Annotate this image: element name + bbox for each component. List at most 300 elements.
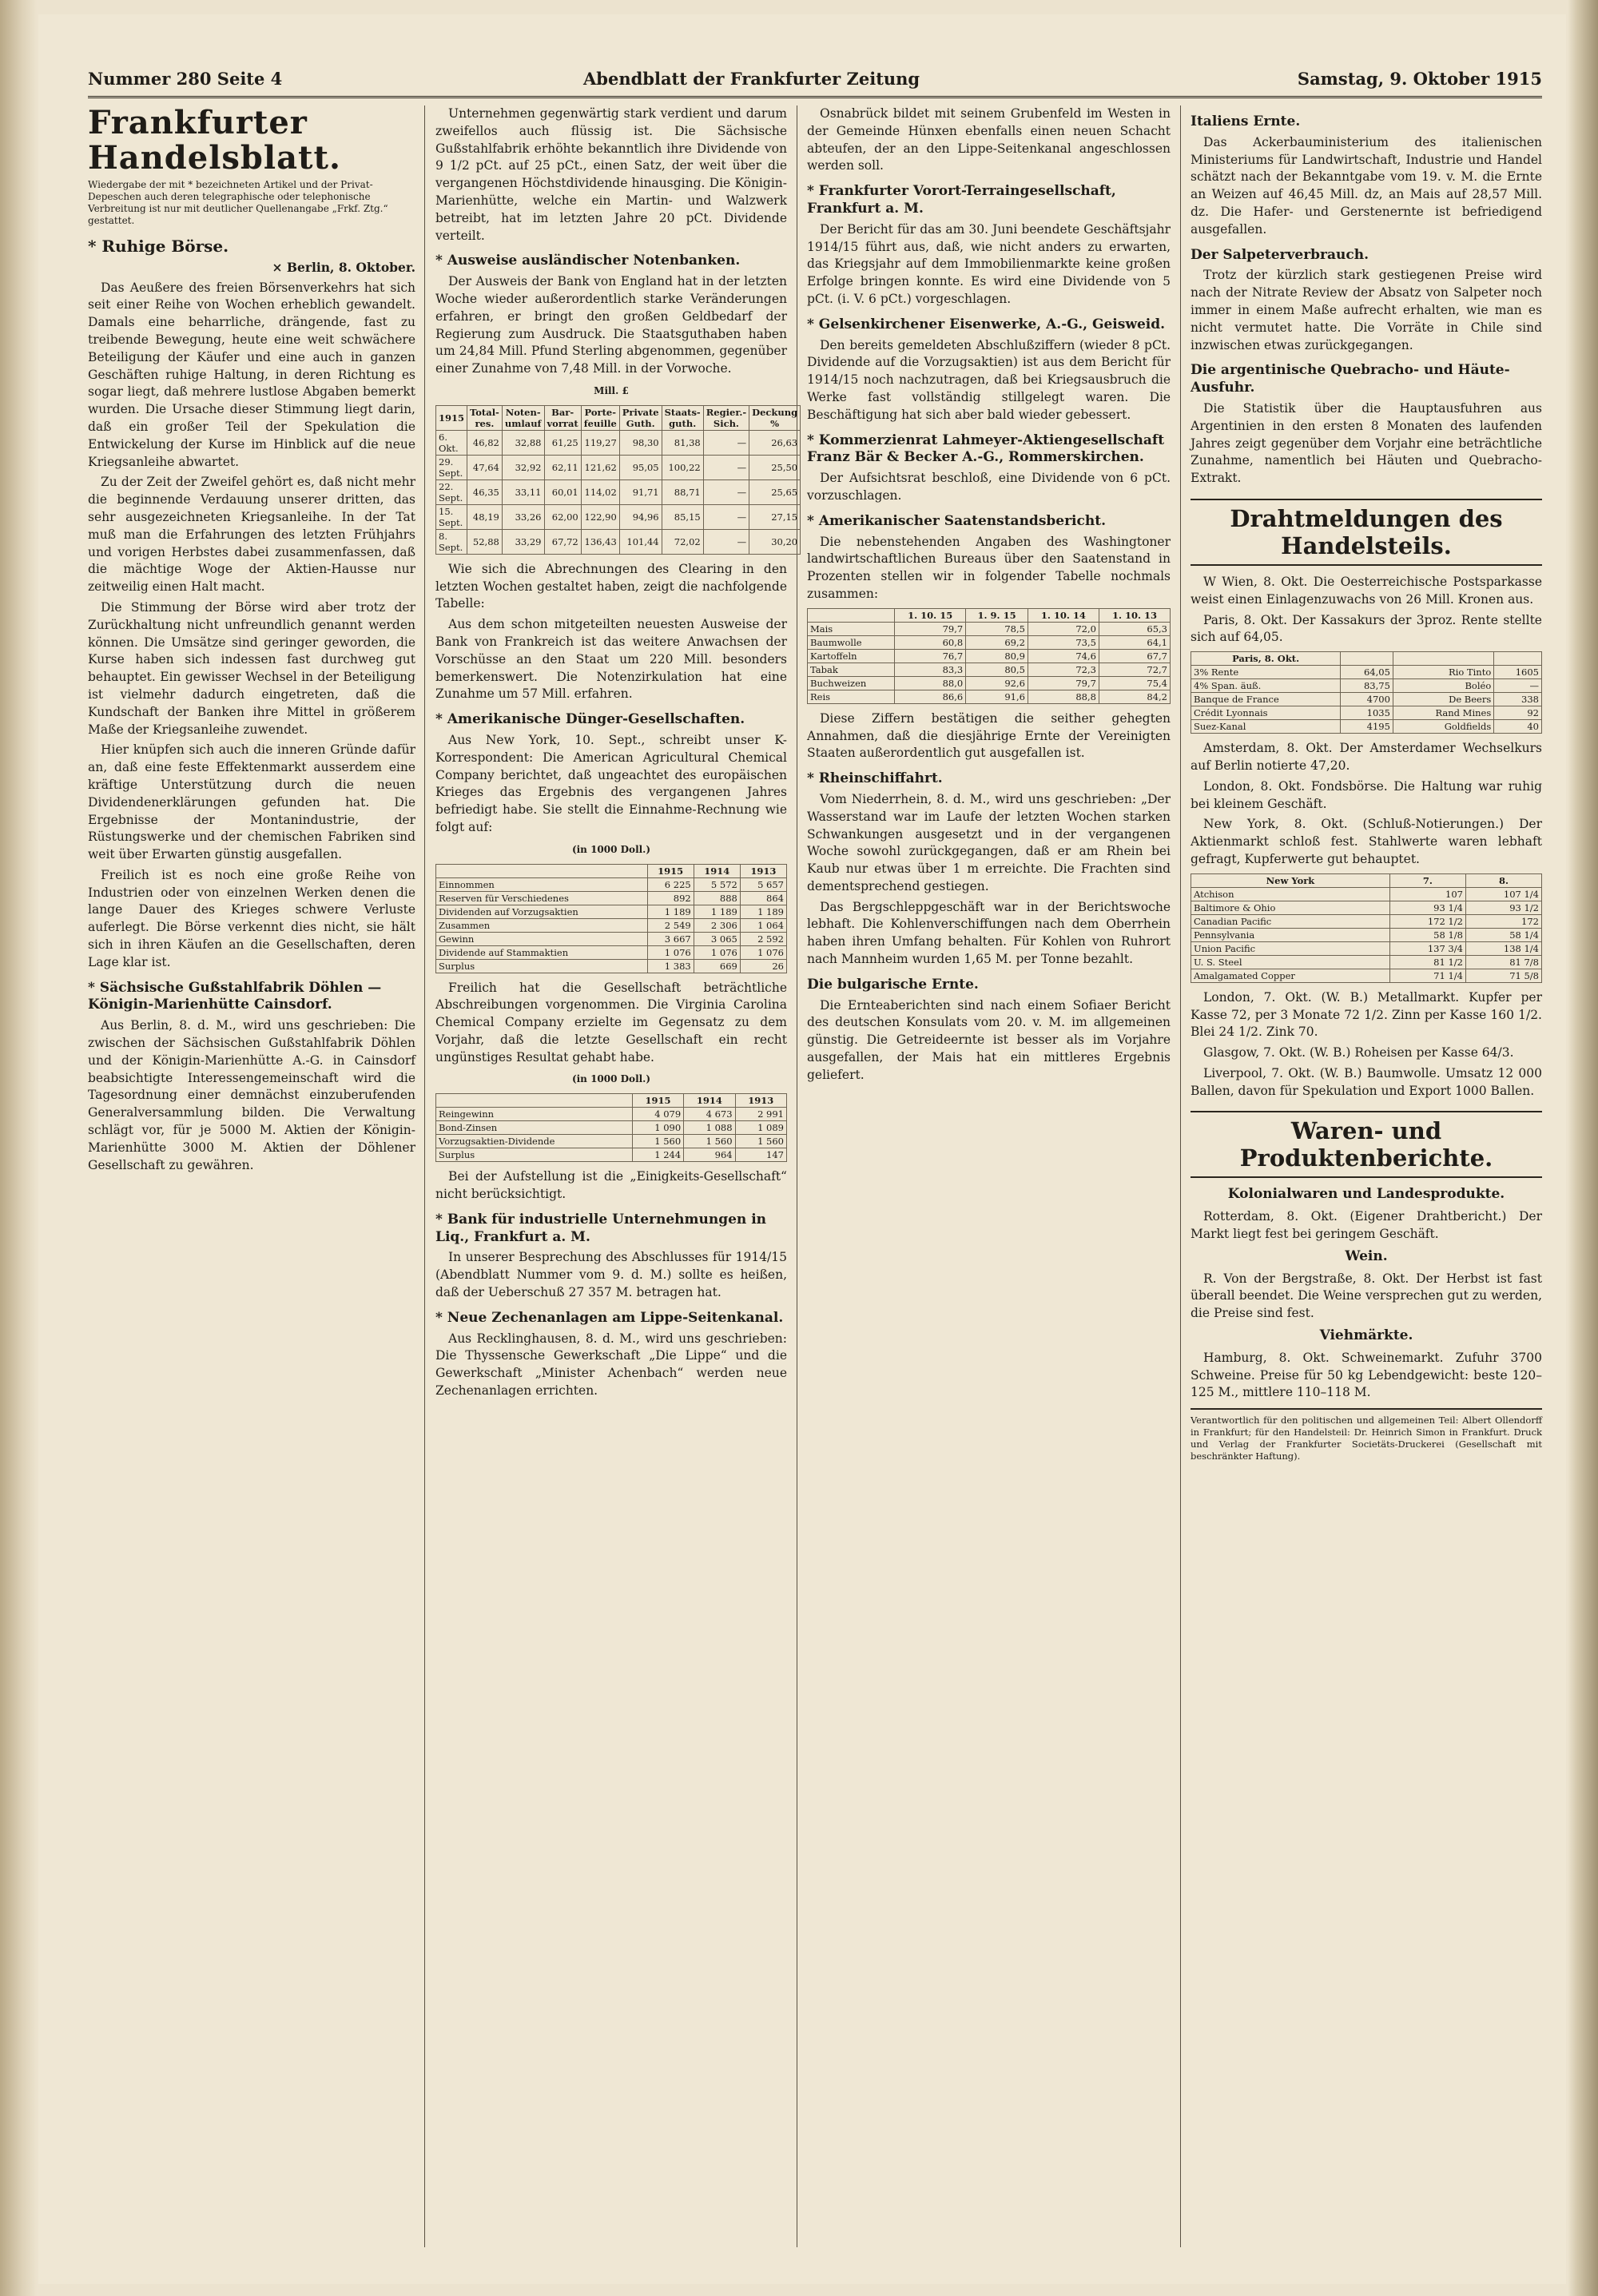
article-heading: * Rheinschiffahrt. xyxy=(807,770,943,787)
table-cell: 81,38 xyxy=(662,430,703,455)
table-header-row xyxy=(436,864,787,877)
table-row xyxy=(808,663,1171,676)
table-cell: Dividende auf Stammaktien xyxy=(436,945,648,959)
article-paragraph: Aus Recklinghausen, 8. d. M., wird uns geschrieben: Die Thyssensche Gewerkschaft „Die Lippe“ und die Gewerkschaft „Minister Achenbach“ werden neue Zechenanlagen errichten. xyxy=(435,1331,787,1399)
table-cell: Rand Mines xyxy=(1393,706,1493,720)
table-cell: 58 1/8 xyxy=(1389,928,1465,941)
issue-number: Nummer 280 Seite 4 xyxy=(88,69,283,89)
section-masthead: Frankfurter Handelsblatt. xyxy=(88,104,341,177)
table-row xyxy=(808,635,1171,649)
table-header-cell: Private Guth. xyxy=(619,405,662,430)
table-cell: Rio Tinto xyxy=(1393,666,1493,679)
article-paragraph: Vom Niederrhein, 8. d. M., wird uns geschrieben: „Der Wasserstand war im Laufe der letzten Wochen starken Schwankungen ausgesetzt und in der vergangenen Woche sowohl zurückgegangen, daß er am Rhein bei Kaub nur etwas über 1 m erreichte. Die Frachten sind dementsprechend gestiegen. xyxy=(807,791,1171,893)
subsection-heading: Kolonialwaren und Landesprodukte. xyxy=(1227,1186,1505,1203)
table-row xyxy=(808,622,1171,635)
article-paragraph: Den bereits gemeldeten Abschlußziffern (wieder 8 pCt. Dividende auf die Vorzugsaktien) ist aus dem Bericht für 1914/15 noch nachzutragen, daß bei Kriegsausbruch die Werke fast vollständig stillgelegt waren. Die Beschäftigung hat sich aber bald wieder gebessert. xyxy=(807,337,1171,422)
table-cell: 47,64 xyxy=(467,455,503,479)
table-cell: 88,0 xyxy=(895,676,966,690)
table-cell: 32,92 xyxy=(502,455,544,479)
table-cell: 62,00 xyxy=(544,504,581,529)
table-cell: 1 189 xyxy=(694,905,740,918)
table-cell: 107 xyxy=(1389,887,1465,901)
article-paragraph: In unserer Besprechung des Abschlusses für 1914/15 (Abendblatt Nummer vom 9. d. M.) sollte es heißen, daß der Ueberschuß 27 357 M. betragen hat. xyxy=(435,1250,787,1300)
table-cell: Atchison xyxy=(1191,887,1390,901)
table-cell: 27,15 xyxy=(749,504,801,529)
table-cell: 1 090 xyxy=(632,1121,683,1135)
article-paragraph: Bei der Aufstellung ist die „Einigkeits-Gesellschaft“ nicht berücksichtigt. xyxy=(435,1169,787,1202)
table-cell: 91,6 xyxy=(966,690,1028,703)
table-cell: 60,8 xyxy=(895,635,966,649)
table-cell: 1 560 xyxy=(735,1135,786,1148)
table-row xyxy=(436,430,801,455)
table-cell: 172 xyxy=(1465,914,1541,928)
table-header-row xyxy=(1191,652,1542,666)
table-header-cell: 7. xyxy=(1389,873,1465,887)
newspaper-title: Abendblatt der Frankfurter Zeitung xyxy=(583,69,920,89)
table-cell: Buchweizen xyxy=(808,676,895,690)
table-cell: 33,26 xyxy=(502,504,544,529)
article-paragraph: W Wien, 8. Okt. Die Oesterreichische Postsparkasse weist einen Einlagenzuwachs von 26 Mill. Kronen aus. xyxy=(1191,574,1542,607)
table-cell: 25,65 xyxy=(749,479,801,504)
table-cell: Reis xyxy=(808,690,895,703)
table-cell: 1605 xyxy=(1494,666,1542,679)
table-cell: 46,82 xyxy=(467,430,503,455)
table-cell: 88,71 xyxy=(662,479,703,504)
dateline: × Berlin, 8. Oktober. xyxy=(272,259,415,275)
table-cell: 5 657 xyxy=(740,877,786,891)
article-paragraph: Aus New York, 10. Sept., schreibt unser K-Korrespondent: Die American Agricultural Chemical Company berichtet, daß ungeachtet des europäischen Krieges das Ergebnis des vergangenen Jahres befriedigt habe. Sie stellt die Einnahme-Rechnung wie folgt auf: xyxy=(435,732,787,834)
article-paragraph: Das Ackerbauministerium des italienischen Ministeriums für Landwirtschaft, Industrie und Handel schätzt nach der Bekanntgabe vom 19. v. M. die Ernte an Weizen auf 46,45 Mill. dz, an Mais auf 28,57 Mill. dz. Die Hafer- und Gerstenernte ist befriedigend ausgefallen. xyxy=(1191,134,1542,237)
table-cell: Reserven für Verschiedenes xyxy=(436,891,648,905)
table-cell: Baumwolle xyxy=(808,635,895,649)
table-cell: 79,7 xyxy=(1028,676,1099,690)
article-paragraph: Glasgow, 7. Okt. (W. B.) Roheisen per Kasse 64/3. xyxy=(1203,1045,1514,1060)
table-cell: 338 xyxy=(1494,693,1542,706)
table-cell: Reingewinn xyxy=(436,1108,633,1121)
table-cell: 1 076 xyxy=(647,945,694,959)
article-paragraph: Der Ausweis der Bank von England hat in der letzten Woche wieder außerordentlich starke Veränderungen erfahren, er bringt den großen Geldbedarf der Regierung zum Ausdruck. Die Staatsguthaben haben um 24,84 Mill. Pfund Sterling abgenommen, gegenüber einer Zunahme von 7,48 Mill. in der Vorwoche. xyxy=(435,274,787,376)
new-york-quotes-table xyxy=(1191,873,1542,983)
article-paragraph: London, 7. Okt. (W. B.) Metallmarkt. Kupfer per Kasse 72, per 3 Monate 72 1/2. Zinn per Kasse 160 1/2. Blei 24 1/2. Zink 70. xyxy=(1191,989,1542,1040)
table-cell: 15. Sept. xyxy=(436,504,467,529)
table-cell: 4195 xyxy=(1341,720,1393,734)
table-cell: Canadian Pacific xyxy=(1191,914,1390,928)
running-header xyxy=(88,64,1542,98)
table-cell: 6. Okt. xyxy=(436,430,467,455)
table-header-cell: 1. 10. 14 xyxy=(1028,608,1099,622)
article-heading: Die bulgarische Ernte. xyxy=(807,976,979,993)
table-cell: 83,3 xyxy=(895,663,966,676)
article-paragraph: Die Stimmung der Börse wird aber trotz der Zurückhaltung nicht unfreundlich genannt werden können. Die Umsätze sind geringer geworden, die Kurse haben sich indessen fast durchweg gut behauptet. Ein gewisser Wechsel in der Beteiligung ist vielmehr dadurch eingetreten, daß die Kundschaft der Banken ihre Mittel in größerem Maße der Kriegsanleihe zuwendet. xyxy=(88,599,415,737)
table-cell: 122,90 xyxy=(581,504,619,529)
table-cell: 964 xyxy=(684,1148,735,1162)
table-row xyxy=(1191,679,1542,693)
table-cell: 85,15 xyxy=(662,504,703,529)
table-row xyxy=(436,945,787,959)
table-cell: — xyxy=(703,479,749,504)
article-heading: * Bank für industrielle Unternehmungen in Liq., Frankfurt a. M. xyxy=(435,1211,767,1245)
binding-edge xyxy=(0,0,37,2296)
table-cell: 114,02 xyxy=(581,479,619,504)
table-cell: 52,88 xyxy=(467,529,503,554)
table-cell: 78,5 xyxy=(966,622,1028,635)
table-row xyxy=(436,905,787,918)
table-cell: 4 079 xyxy=(632,1108,683,1121)
article-paragraph: R. Von der Bergstraße, 8. Okt. Der Herbst ist fast überall beendet. Die Weine versprechen gut zu werden, die Preise sind fest. xyxy=(1191,1271,1542,1321)
table-cell: Tabak xyxy=(808,663,895,676)
table-cell: Pennsylvania xyxy=(1191,928,1390,941)
table-row xyxy=(1191,720,1542,734)
table-header-cell xyxy=(808,608,895,622)
article-paragraph: Die Statistik über die Hauptausfuhren aus Argentinien in den ersten 8 Monaten des laufenden Jahres zeigt gegenüber dem Vorjahr eine beträchtliche Zunahme, namentlich bei Häuten und Quebracho-Extrakt. xyxy=(1191,400,1542,486)
table-cell: 1 244 xyxy=(632,1148,683,1162)
fertilizer-income-table xyxy=(435,864,787,973)
article-paragraph: Der Aufsichtsrat beschloß, eine Dividende von 6 pCt. vorzuschlagen. xyxy=(807,471,1171,503)
table-header-cell: Staats-guth. xyxy=(662,405,703,430)
article-heading: * Neue Zechenanlagen am Lippe-Seitenkanal. xyxy=(435,1309,784,1326)
article-paragraph: Das Bergschleppgeschäft war in der Berichtswoche lebhaft. Die Kohlenverschiffungen nach dem Oberrhein haben ihren Umfang behalten. Für Kohlen von Ruhrort nach Mannheim wurden 1,65 M. per Tonne bezahlt. xyxy=(807,899,1171,967)
table-cell: 26,63 xyxy=(749,430,801,455)
table-cell: Union Pacific xyxy=(1191,941,1390,955)
table-header-cell: Deckung % xyxy=(749,405,801,430)
table-row xyxy=(1191,928,1542,941)
table-cell: 67,72 xyxy=(544,529,581,554)
table-row xyxy=(808,690,1171,703)
table-cell: 6 225 xyxy=(647,877,694,891)
table-cell: De Beers xyxy=(1393,693,1493,706)
imprint-footer: Verantwortlich für den politischen und allgemeinen Teil: Albert Ollendorff in Frankfurt; für den Handelsteil: Dr. Heinrich Simon in Frankfurt. Druck und Verlag der Frankfurter Societäts-Druckerei (Gesellschaft mit beschränkter Haftung). xyxy=(1191,1408,1542,1462)
table-cell: 669 xyxy=(694,959,740,973)
table-row xyxy=(436,877,787,891)
article-heading: * Kommerzienrat Lahmeyer-Aktiengesellschaft Franz Bär & Becker A.-G., Rommerskirchen. xyxy=(807,432,1165,466)
table-row xyxy=(436,932,787,945)
table-cell: Gewinn xyxy=(436,932,648,945)
table-cell: 888 xyxy=(694,891,740,905)
article-paragraph: Zu der Zeit der Zweifel gehört es, daß nicht mehr die beginnende Verdauung unserer dritten, das sehr ausgezeichneten Kriegsanleihe. In der Tat muß man die Erfahrungen des letzten Frühjahrs und vorigen Herbstes dabei zusammenfassen, daß die mächtige Woge der Aktien-Hausse nur zeitweilig einen Halt macht. xyxy=(88,475,415,595)
table-cell: 30,20 xyxy=(749,529,801,554)
table-cell: 4 673 xyxy=(684,1108,735,1121)
table-cell: U. S. Steel xyxy=(1191,955,1390,969)
table-caption: Mill. £ xyxy=(594,384,629,396)
table-cell: 86,6 xyxy=(895,690,966,703)
table-cell: Goldfields xyxy=(1393,720,1493,734)
article-heading: Der Salpeterverbrauch. xyxy=(1191,246,1369,263)
table-cell: 2 991 xyxy=(735,1108,786,1121)
table-header-cell: 1. 9. 15 xyxy=(966,608,1028,622)
page-edge xyxy=(1568,0,1598,2296)
table-cell: 119,27 xyxy=(581,430,619,455)
table-cell: — xyxy=(703,529,749,554)
table-cell: 137 3/4 xyxy=(1389,941,1465,955)
table-cell: — xyxy=(703,455,749,479)
article-paragraph: Osnabrück bildet mit seinem Grubenfeld im Westen in der Gemeinde Hünxen ebenfalls einen neuen Schacht abteufen, der an den Lippe-Seitenkanal angeschlossen werden soll. xyxy=(807,106,1171,173)
table-cell: 121,62 xyxy=(581,455,619,479)
bank-of-england-table xyxy=(435,405,801,555)
issue-date: Samstag, 9. Oktober 1915 xyxy=(1297,69,1542,89)
article-paragraph: London, 8. Okt. Fondsbörse. Die Haltung war ruhig bei kleinem Geschäft. xyxy=(1191,778,1542,811)
article-paragraph: Die nebenstehenden Angaben des Washingtoner landwirtschaftlichen Bureaus über den Saatenstand in Prozenten stellen wir in folgender Tabelle nochmals zusammen: xyxy=(807,534,1171,601)
table-header-cell: Porte-feuille xyxy=(581,405,619,430)
table-row xyxy=(436,1108,787,1121)
table-cell: 71 5/8 xyxy=(1465,969,1541,982)
table-cell: Zusammen xyxy=(436,918,648,932)
table-header-row xyxy=(808,608,1171,622)
table-cell: Surplus xyxy=(436,1148,633,1162)
table-caption: (in 1000 Doll.) xyxy=(571,1073,651,1085)
table-cell: 4% Span. äuß. xyxy=(1191,679,1341,693)
table-caption: (in 1000 Doll.) xyxy=(571,843,651,855)
table-cell: 71 1/4 xyxy=(1389,969,1465,982)
table-cell: 22. Sept. xyxy=(436,479,467,504)
column-rule xyxy=(424,105,425,2247)
table-cell: 92,6 xyxy=(966,676,1028,690)
table-cell: 5 572 xyxy=(694,877,740,891)
section-heading: Drahtmeldungen des Handelsteils. xyxy=(1191,499,1542,566)
table-row xyxy=(436,959,787,973)
table-row xyxy=(436,479,801,504)
table-header-cell: Total-res. xyxy=(467,405,503,430)
table-cell: — xyxy=(703,504,749,529)
table-cell: 72,0 xyxy=(1028,622,1099,635)
article-heading: * Gelsenkirchener Eisenwerke, A.-G., Geisweid. xyxy=(807,316,1166,332)
table-cell: 91,71 xyxy=(619,479,662,504)
table-cell: 100,22 xyxy=(662,455,703,479)
column-rule xyxy=(1180,105,1181,2247)
table-cell: 1 064 xyxy=(740,918,786,932)
table-cell: 101,44 xyxy=(619,529,662,554)
table-cell: 98,30 xyxy=(619,430,662,455)
table-cell: 75,4 xyxy=(1099,676,1170,690)
table-cell: 33,29 xyxy=(502,529,544,554)
table-cell: 1 076 xyxy=(740,945,786,959)
table-cell: 147 xyxy=(735,1148,786,1162)
article-paragraph: Freilich ist es noch eine große Reihe von Industrien oder von einzelnen Werken denen die lange Dauer des Krieges schwere Verluste auferlegt. Die Börse verkennt dies nicht, sie hält sich in ihren Käufen an die Gesellschaften, deren Lage klar ist. xyxy=(88,867,415,969)
table-cell: Banque de France xyxy=(1191,693,1341,706)
table-cell: 74,6 xyxy=(1028,649,1099,663)
table-cell: 81 1/2 xyxy=(1389,955,1465,969)
table-header-cell: 1913 xyxy=(740,864,786,877)
subsection-heading: Viehmärkte. xyxy=(1319,1327,1413,1344)
table-header-cell: New York xyxy=(1191,873,1390,887)
table-cell: — xyxy=(1494,679,1542,693)
table-row xyxy=(1191,706,1542,720)
table-header-row xyxy=(1191,873,1542,887)
table-cell: 1 383 xyxy=(647,959,694,973)
table-header-cell xyxy=(1393,652,1493,666)
column-2 xyxy=(435,105,798,2247)
table-cell: 67,7 xyxy=(1099,649,1170,663)
table-cell: 58 1/4 xyxy=(1465,928,1541,941)
article-paragraph: Rotterdam, 8. Okt. (Eigener Drahtbericht.) Der Markt liegt fest bei geringem Geschäft. xyxy=(1191,1209,1542,1242)
table-cell: Kartoffeln xyxy=(808,649,895,663)
table-cell: 1 076 xyxy=(694,945,740,959)
table-cell: 26 xyxy=(740,959,786,973)
table-cell: Suez-Kanal xyxy=(1191,720,1341,734)
table-cell: Einnommen xyxy=(436,877,648,891)
table-cell: Surplus xyxy=(436,959,648,973)
subsection-heading: Wein. xyxy=(1345,1247,1388,1264)
table-row xyxy=(436,1121,787,1135)
column-4 xyxy=(1191,105,1542,2247)
article-heading: * Sächsische Gußstahlfabrik Döhlen — Königin-Marienhütte Cainsdorf. xyxy=(88,979,382,1013)
table-cell: 46,35 xyxy=(467,479,503,504)
table-header-cell: Regier.-Sich. xyxy=(703,405,749,430)
table-row xyxy=(436,1148,787,1162)
table-cell: Dividenden auf Vorzugsaktien xyxy=(436,905,648,918)
table-header-cell: Noten-umlauf xyxy=(502,405,544,430)
table-row xyxy=(436,504,801,529)
table-cell: 64,1 xyxy=(1099,635,1170,649)
article-paragraph: New York, 8. Okt. (Schluß-Notierungen.) Der Aktienmarkt schloß fest. Stahlwerte waren lebhaft gefragt, Kupferwerte gut behauptet. xyxy=(1191,817,1542,866)
table-header-cell: Bar-vorrat xyxy=(544,405,581,430)
table-cell: 32,88 xyxy=(502,430,544,455)
table-header-cell: 1. 10. 15 xyxy=(895,608,966,622)
table-row xyxy=(436,918,787,932)
table-cell: 83,75 xyxy=(1341,679,1393,693)
table-header-cell: 1914 xyxy=(694,864,740,877)
table-cell: 172 1/2 xyxy=(1389,914,1465,928)
table-header-cell: 1. 10. 13 xyxy=(1099,608,1170,622)
table-header-cell xyxy=(436,864,648,877)
table-cell: 93 1/2 xyxy=(1465,901,1541,914)
table-cell: 3 667 xyxy=(647,932,694,945)
table-header-cell: 1913 xyxy=(735,1094,786,1108)
table-cell: Crédit Lyonnais xyxy=(1191,706,1341,720)
table-cell: 1 088 xyxy=(684,1121,735,1135)
table-cell: 76,7 xyxy=(895,649,966,663)
article-paragraph: Diese Ziffern bestätigen die seither gehegten Annahmen, daß die diesjährige Ernte der Vereinigten Staaten außerordentlich gut ausgefallen ist. xyxy=(807,710,1171,761)
table-cell: 3% Rente xyxy=(1191,666,1341,679)
table-header-cell xyxy=(436,1094,633,1108)
article-paragraph: Das Aeußere des freien Börsenverkehrs hat sich seit einer Reihe von Wochen erheblich gewandelt. Damals eine beharrliche, drängende, fast zu treibende Bewegung, heute eine weit schwächere Beteiligung der Käufer und eine auch in ganzen Geschäften ruhige Haltung, in deren Richtung es sogar liegt, daß mehrere lustlose Abgaben bemerkt wurden. Die Ursache dieser Stimmung liegt darin, daß ein großer Teil der Spekulation die Entwickelung der Kurse im Hinblick auf die neue Kriegsanleihe abwartet. xyxy=(88,280,415,469)
article-heading: * Frankfurter Vorort-Terraingesellschaft, Frankfurt a. M. xyxy=(807,183,1116,217)
table-cell: — xyxy=(703,430,749,455)
article-paragraph: Hamburg, 8. Okt. Schweinemarkt. Zufuhr 3700 Schweine. Preise für 50 kg Lebendgewicht: beste 120–125 M., mittlere 110–118 M. xyxy=(1191,1350,1542,1400)
article-heading: Die argentinische Quebracho- und Häute-Ausfuhr. xyxy=(1191,362,1510,396)
table-cell: Boléo xyxy=(1393,679,1493,693)
table-header-cell xyxy=(1494,652,1542,666)
table-cell: 60,01 xyxy=(544,479,581,504)
table-cell: Vorzugsaktien-Dividende xyxy=(436,1135,633,1148)
table-header-cell: 8. xyxy=(1465,873,1541,887)
table-header-cell: Paris, 8. Okt. xyxy=(1191,652,1341,666)
column-1 xyxy=(88,105,415,2247)
table-cell: 80,9 xyxy=(966,649,1028,663)
article-paragraph: Amsterdam, 8. Okt. Der Amsterdamer Wechselkurs auf Berlin notierte 47,20. xyxy=(1191,741,1542,773)
table-row xyxy=(1191,914,1542,928)
table-cell: 95,05 xyxy=(619,455,662,479)
table-header-row xyxy=(436,405,801,430)
table-cell: 1 189 xyxy=(647,905,694,918)
table-cell: 4700 xyxy=(1341,693,1393,706)
table-cell: 2 306 xyxy=(694,918,740,932)
table-cell: 72,02 xyxy=(662,529,703,554)
table-row xyxy=(808,676,1171,690)
table-header-cell: 1915 xyxy=(647,864,694,877)
table-cell: 25,50 xyxy=(749,455,801,479)
table-header-row xyxy=(436,1094,787,1108)
crop-condition-table xyxy=(807,608,1171,704)
table-cell: 65,3 xyxy=(1099,622,1170,635)
table-row xyxy=(808,649,1171,663)
table-row xyxy=(1191,901,1542,914)
table-cell: 1 189 xyxy=(740,905,786,918)
article-paragraph: Die Ernteaberichten sind nach einem Sofiaer Bericht des deutschen Konsulats vom 20. v. M. im allgemeinen günstig. Die Getreideernte ist besser als im Vorjahre ausgefallen, der Mais hat ein mittleres Ergebnis geliefert. xyxy=(807,997,1171,1082)
article-heading: * Amerikanischer Saatenstandsbericht. xyxy=(807,512,1106,529)
table-cell: 1 560 xyxy=(684,1135,735,1148)
article-paragraph: Hier knüpfen sich auch die inneren Gründe dafür an, daß eine feste Effektenmarkt ausserdem eine kräftige Unterstützung durch die neuen Dividendenerklärungen gefunden hat. Die Ergebnisse der Montanindustrie, der Rüstungswerke und der chemischen Fabriken sind weit über Erwarten günstig ausgefallen. xyxy=(88,742,415,862)
table-cell: Amalgamated Copper xyxy=(1191,969,1390,982)
table-cell: 62,11 xyxy=(544,455,581,479)
table-cell: 84,2 xyxy=(1099,690,1170,703)
article-paragraph: Wie sich die Abrechnungen des Clearing in den letzten Wochen gestaltet haben, zeigt die nachfolgende Tabelle: xyxy=(435,561,787,611)
article-paragraph: Aus dem schon mitgeteilten neuesten Ausweise der Bank von Frankreich ist das weitere Anwachsen der Vorschüsse an den Staat um 220 Mill. besonders bemerkenswert. Die Notenzirkulation hat eine Zunahme um 57 Mill. erfahren. xyxy=(435,617,787,702)
table-cell: 33,11 xyxy=(502,479,544,504)
article-heading: * Ruhige Börse. xyxy=(88,237,229,256)
table-cell: 1 089 xyxy=(735,1121,786,1135)
article-paragraph: Unternehmen gegenwärtig stark verdient und darum zweifellos auch flüssig ist. Die Sächsische Gußstahlfabrik erhöhte bekanntlich ihre Dividende von 9 1/2 pCt. auf 25 pCt., einen Satz, der weit über die vergangenen Höchstdividende hinausging. Die Königin-Marienhütte, welche ein Martin- und Walzwerk betreibt, hat im letzten Jahre 20 pCt. Dividende verteilt. xyxy=(435,106,787,243)
table-cell: 2 592 xyxy=(740,932,786,945)
table-cell: 2 549 xyxy=(647,918,694,932)
table-cell: 81 7/8 xyxy=(1465,955,1541,969)
article-heading: Italiens Ernte. xyxy=(1191,113,1301,129)
table-cell: 29. Sept. xyxy=(436,455,467,479)
table-cell: Mais xyxy=(808,622,895,635)
table-cell: Bond-Zinsen xyxy=(436,1121,633,1135)
table-cell: 138 1/4 xyxy=(1465,941,1541,955)
table-header-cell: 1915 xyxy=(632,1094,683,1108)
table-row xyxy=(1191,887,1542,901)
table-cell: 72,3 xyxy=(1028,663,1099,676)
table-header-cell xyxy=(1341,652,1393,666)
table-cell: 3 065 xyxy=(694,932,740,945)
table-cell: 94,96 xyxy=(619,504,662,529)
article-heading: * Ausweise ausländischer Notenbanken. xyxy=(435,253,741,269)
table-cell: 73,5 xyxy=(1028,635,1099,649)
article-paragraph: Freilich hat die Gesellschaft beträchtliche Abschreibungen vorgenommen. Die Virginia Carolina Chemical Company erzielte im Gegensatz zu dem Vorjahr, daß die letzte Gesellschaft ein recht ungünstiges Resultat gehabt habe. xyxy=(435,980,787,1064)
table-row xyxy=(1191,955,1542,969)
table-cell: 136,43 xyxy=(581,529,619,554)
table-cell: 69,2 xyxy=(966,635,1028,649)
table-row xyxy=(436,529,801,554)
table-cell: 88,8 xyxy=(1028,690,1099,703)
article-paragraph: Liverpool, 7. Okt. (W. B.) Baumwolle. Umsatz 12 000 Ballen, davon für Spekulation und Export 1000 Ballen. xyxy=(1191,1065,1542,1098)
article-paragraph: Der Bericht für das am 30. Juni beendete Geschäftsjahr 1914/15 führt aus, daß, wie nicht anders zu erwarten, das Kriegsjahr auf dem Immobilienmarkte keine großen Erfolge bringen konnte. Es wird eine Dividende von 5 pCt. (i. V. 6 pCt.) vorgeschlagen. xyxy=(807,221,1171,306)
table-cell: 892 xyxy=(647,891,694,905)
table-row xyxy=(1191,969,1542,982)
table-cell: 864 xyxy=(740,891,786,905)
article-paragraph: Trotz der kürzlich stark gestiegenen Preise wird nach der Nitrate Review der Absatz von Salpeter noch immer in einem Maße aufrecht erhalten, wie man es nicht vermutet hatte. Die Vorräte in Chile sind inzwischen etwas zurückgegangen. xyxy=(1191,268,1542,352)
table-cell: 61,25 xyxy=(544,430,581,455)
article-paragraph: Aus Berlin, 8. d. M., wird uns geschrieben: Die zwischen der Sächsischen Gußstahlfabrik Döhlen und der Königin-Marienhütte A.-G. in Cainsdorf beabsichtigte Interessengemeinschaft wird die Tagesordnung einer demnächst einzuberufenden Generalversammlung bilden. Die Verwaltung schlägt vor, für je 5000 M. Aktien der Königin-Marienhütte 3000 M. Aktien der Döhlener Gesellschaft zu gewähren. xyxy=(88,1018,415,1172)
table-cell: 1 560 xyxy=(632,1135,683,1148)
table-row xyxy=(436,455,801,479)
table-header-cell: 1915 xyxy=(436,405,467,430)
table-row xyxy=(436,1135,787,1148)
table-row xyxy=(1191,941,1542,955)
article-heading: * Amerikanische Dünger-Gesellschaften. xyxy=(435,711,745,728)
table-cell: 8. Sept. xyxy=(436,529,467,554)
table-cell: 80,5 xyxy=(966,663,1028,676)
table-cell: 40 xyxy=(1494,720,1542,734)
table-cell: 79,7 xyxy=(895,622,966,635)
table-cell: 93 1/4 xyxy=(1389,901,1465,914)
table-cell: 107 1/4 xyxy=(1465,887,1541,901)
section-heading: Waren- und Produktenberichte. xyxy=(1191,1111,1542,1178)
virginia-carolina-table xyxy=(435,1093,787,1162)
table-cell: 92 xyxy=(1494,706,1542,720)
table-cell: 1035 xyxy=(1341,706,1393,720)
